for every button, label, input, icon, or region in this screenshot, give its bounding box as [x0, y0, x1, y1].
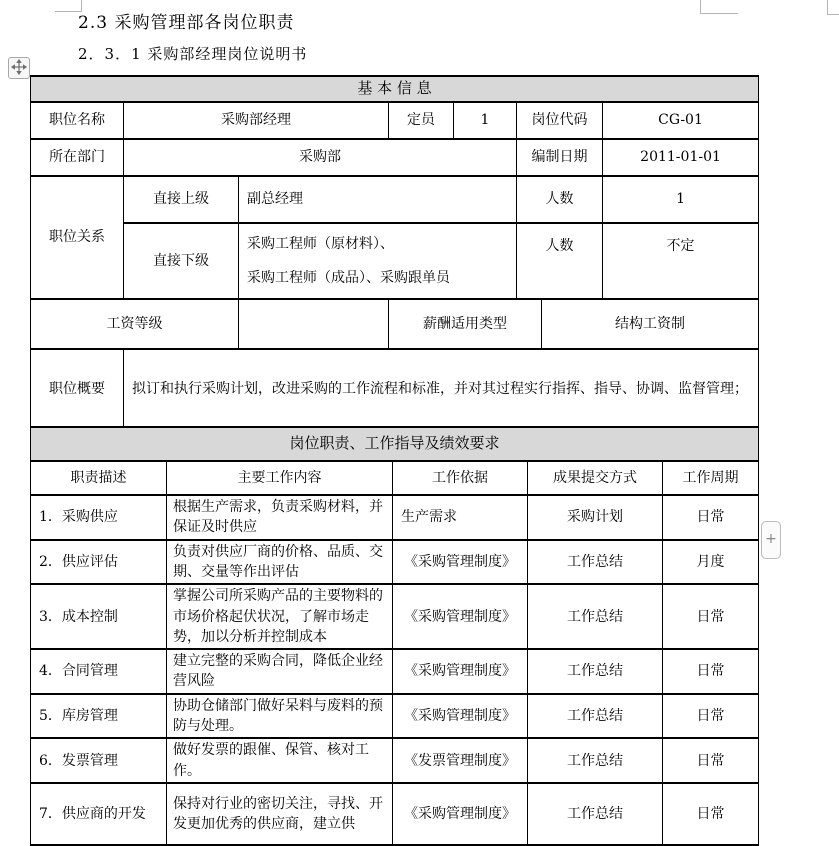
quota-label: 定员	[389, 102, 454, 139]
basic-info-section-header: 基 本 信 息	[31, 76, 759, 102]
duty-basis: 《采购管理制度》	[393, 649, 528, 694]
duty-content: 做好发票的跟催、保管、核对工作。	[167, 738, 393, 783]
duty-row	[31, 540, 759, 585]
duty-cycle: 日常	[663, 738, 759, 783]
headcount-label-2: 人数	[517, 223, 603, 299]
duty-cycle: 日常	[663, 694, 759, 739]
salary-grade-value	[239, 299, 389, 349]
duty-content: 保持对行业的密切关注，寻找、开发更加优秀的供应商，建立供	[167, 783, 393, 845]
duty-content: 建立完整的采购合同，降低企业经营风险	[167, 649, 393, 694]
duty-row	[31, 495, 759, 540]
duty-content: 协助仓储部门做好呆料与废料的预防与处理。	[167, 694, 393, 739]
quota-value: 1	[454, 102, 517, 139]
duty-cycle: 日常	[663, 584, 759, 649]
col-header-submit: 成果提交方式	[528, 461, 663, 495]
duty-desc: 3．成本控制	[31, 584, 167, 649]
headcount-value-2: 不定	[603, 223, 759, 299]
frame-corner-mark-right	[700, 0, 738, 14]
department-label: 所在部门	[31, 139, 124, 176]
duty-basis: 《采购管理制度》	[393, 783, 528, 845]
duty-row	[31, 738, 759, 783]
frame-corner-mark-far-right	[827, 0, 839, 15]
duty-desc: 6．发票管理	[31, 738, 167, 783]
subordinate-value	[239, 223, 517, 299]
duty-submit: 工作总结	[528, 649, 663, 694]
position-name-value: 采购部经理	[124, 102, 389, 139]
duty-basis: 生产需求	[393, 495, 528, 540]
duty-submit: 工作总结	[528, 540, 663, 585]
duty-cycle: 日常	[663, 649, 759, 694]
position-code-label: 岗位代码	[517, 102, 603, 139]
col-header-basis: 工作依据	[393, 461, 528, 495]
move-arrows-icon	[12, 59, 26, 78]
duty-submit: 工作总结	[528, 694, 663, 739]
salary-type-value: 结构工资制	[542, 299, 759, 349]
duty-desc: 1．采购供应	[31, 495, 167, 540]
duty-content: 负责对供应厂商的价格、品质、交期、交量等作出评估	[167, 540, 393, 585]
subordinate-line-1: 采购工程师（原材料）、	[247, 235, 394, 252]
duty-row	[31, 783, 759, 845]
duty-desc: 5．库房管理	[31, 694, 167, 739]
duty-submit: 工作总结	[528, 783, 663, 845]
plus-icon: +	[765, 531, 777, 547]
duty-desc: 2．供应评估	[31, 540, 167, 585]
basic-info-table	[30, 75, 759, 430]
salary-grade-label: 工资等级	[31, 299, 239, 349]
duty-row	[31, 649, 759, 694]
table-move-handle[interactable]	[8, 57, 30, 79]
headcount-value-1: 1	[603, 176, 759, 223]
duty-cycle: 日常	[663, 495, 759, 540]
duty-basis: 《发票管理制度》	[393, 738, 528, 783]
duty-desc: 7．供应商的开发	[31, 783, 167, 845]
duty-content: 掌握公司所采购产品的主要物料的市场价格起伏状况，了解市场走势，加以分析并控制成本	[167, 584, 393, 649]
col-header-desc: 职责描述	[31, 461, 167, 495]
duty-basis: 《采购管理制度》	[393, 584, 528, 649]
subsection-heading: 2．3．1 采购部经理岗位说明书	[78, 45, 308, 63]
duty-submit: 工作总结	[528, 584, 663, 649]
section-heading: 2.3 采购管理部各岗位职责	[78, 13, 295, 33]
position-name-label: 职位名称	[31, 102, 124, 139]
date-value: 2011-01-01	[603, 139, 759, 176]
duties-section-header: 岗位职责、工作指导及绩效要求	[31, 427, 759, 461]
summary-label: 职位概要	[31, 349, 124, 429]
col-header-content: 主要工作内容	[167, 461, 393, 495]
duty-submit: 采购计划	[528, 495, 663, 540]
subordinate-line-2: 采购工程师（成品）、采购跟单员	[247, 270, 450, 286]
duty-row	[31, 694, 759, 739]
relation-label: 职位关系	[31, 176, 124, 299]
headcount-label-1: 人数	[517, 176, 603, 223]
department-value: 采购部	[124, 139, 517, 176]
add-row-button[interactable]	[761, 521, 781, 559]
subordinate-label: 直接下级	[124, 223, 239, 299]
duty-basis: 《采购管理制度》	[393, 540, 528, 585]
duty-desc: 4．合同管理	[31, 649, 167, 694]
duties-table	[30, 426, 759, 846]
summary-value: 拟订和执行采购计划，改进采购的工作流程和标准，并对其过程实行指挥、指导、协调、监督管理；	[124, 349, 759, 429]
duty-content: 根据生产需求，负责采购材料，并保证及时供应	[167, 495, 393, 540]
duty-cycle: 日常	[663, 783, 759, 845]
col-header-cycle: 工作周期	[663, 461, 759, 495]
duty-submit: 工作总结	[528, 738, 663, 783]
position-code-value: CG-01	[603, 102, 759, 139]
duty-basis: 《采购管理制度》	[393, 694, 528, 739]
duty-row	[31, 584, 759, 649]
superior-value: 副总经理	[239, 176, 517, 223]
salary-type-label: 薪酬适用类型	[389, 299, 542, 349]
date-label: 编制日期	[517, 139, 603, 176]
superior-label: 直接上级	[124, 176, 239, 223]
duty-cycle: 月度	[663, 540, 759, 585]
